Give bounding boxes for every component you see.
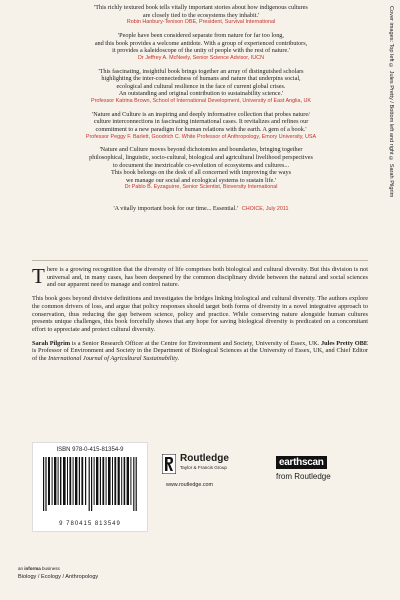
- quote-attribution: Robin Hanbury-Tenison OBE, President, Survival International: [126, 19, 276, 26]
- quote-text: 'A vitally important book for our time... Essential.': [113, 205, 238, 213]
- author-name: Sarah Pilgrim: [32, 339, 71, 347]
- author-desc: is a Senior Research Officer at the Centre for Environment and Society, University of Essex, UK.: [70, 339, 321, 347]
- quote-5: [44, 146, 358, 191]
- description-paragraph-2: This book goes beyond divisive definitions and investigates the bridges linking biological and cultural diversity. The authors explore the common drivers of loss, and argue that policy responses should target both forms of diversity in a novel integrative approach to conservation, thus reducing the gap between science, policy and practice. While conserving nature alongside human cultures presents unique challenges, this book forcefully shows that any hope for saving biological diversity is predicated on a concomitant effort to appreciate and protect cultural diversity.: [32, 295, 368, 333]
- barcode: [32, 442, 148, 532]
- quote-text: 'Nature and Culture is an inspiring and deeply informative collection that probes nature/ culture interconnections in fascinating international cases. It revitalizes and refines our commitment to a new paradigm for human relations with the earth. A gem of a book.': [92, 110, 310, 133]
- routledge-logo: [162, 448, 262, 498]
- description-paragraph-1: [32, 266, 368, 289]
- publisher-url: www.routledge.com: [166, 482, 214, 488]
- quote-short: [44, 197, 358, 215]
- quote-text: 'This fascinating, insightful book brings together an array of distinguished scholars highlighting the inter-connectedness of humans and nature that underpins social, ecological and cultural resilience in the face of current global crises. An outstanding and original contribution to sustainability science.': [98, 67, 304, 98]
- endorsement-quotes: [44, 4, 358, 221]
- subject-categories: Biology / Ecology / Anthropology: [18, 574, 99, 580]
- quote-attribution: Professor Katrina Brown, School of International Development, University of East Anglia, UK: [91, 97, 311, 104]
- earthscan-logo: [276, 452, 368, 481]
- quote-text: 'Nature and Culture moves beyond dichotomies and boundaries, bringing together philosophical, linguistic, socio-cultural, biological and agricultural livelihood perspectives to document the inextricable co-evolution of ecosystems and cultures... This book belongs on the desk of all concerned with improving the ways we manage our social and ecological systems to sustain life.': [89, 146, 313, 184]
- drop-cap: T: [32, 264, 45, 288]
- imprint-name: earthscan: [276, 456, 327, 469]
- quote-attribution: Dr Pablo B. Eyzaguirre, Senior Scientist, Bioversity International: [124, 184, 278, 191]
- isbn-label: ISBN 978-0-415-81354-9: [56, 447, 124, 453]
- informa-suffix: business: [40, 566, 60, 571]
- imprint-subtitle: from Routledge: [276, 472, 331, 481]
- barcode-bars: [43, 457, 137, 511]
- publisher-name: Routledge: [180, 453, 229, 464]
- cover-image-credits: Cover images: Top left © Jules Pretty / Bottom left and right © Sarah Pilgrim: [388, 6, 394, 198]
- quote-3: [44, 68, 358, 105]
- quote-1: [44, 4, 358, 26]
- paragraph-text: here is a growing recognition that the diversity of life comprises both biological and cultural diversity. But this division is not universal and, in many cases, has been deepened by the common disciplinary divide between the natural and social sciences and our apparent need to manage and control nature.: [46, 266, 368, 289]
- section-divider: [32, 260, 368, 261]
- informa-prefix: an: [18, 566, 25, 571]
- publisher-subtitle: Taylor & Francis Group: [180, 465, 227, 470]
- journal-title: International Journal of Agricultural Sustainability: [48, 355, 178, 363]
- informa-name: informa: [24, 566, 41, 571]
- period: .: [177, 355, 180, 363]
- quote-2: [44, 32, 358, 62]
- quote-attribution: CHOICE, July 2011: [241, 206, 289, 213]
- barcode-number: 9 780415 813549: [59, 521, 121, 527]
- routledge-emblem-icon: [162, 454, 176, 474]
- book-description: [32, 266, 368, 369]
- quote-attribution: Professor Peggy F. Barlett, Goodrich C. White Professor of Anthropology, Emory University, USA: [85, 133, 317, 140]
- author-desc: is Professor of Environment and Society in the Department of Biological Sciences at the University of Essex, UK, and Chief Editor of the: [32, 347, 368, 363]
- informa-business: [18, 566, 60, 571]
- author-bios: [32, 340, 368, 363]
- author-name: Jules Pretty OBE: [320, 339, 368, 347]
- quote-4: [44, 111, 358, 141]
- quote-text: 'This richly textured book tells vitally important stories about how indigenous cultures are closely tied to the ecosystems they inhabit.': [94, 4, 308, 19]
- quote-attribution: Dr Jeffrey A. McNeely, Senior Science Advisor, IUCN: [138, 54, 264, 61]
- quote-text: 'People have been considered separate from nature for far too long, and this book provides a welcome antidote. With a group of experienced contributors, it provides a kaleidoscope of the unity of people with the rest of nature.': [94, 31, 308, 55]
